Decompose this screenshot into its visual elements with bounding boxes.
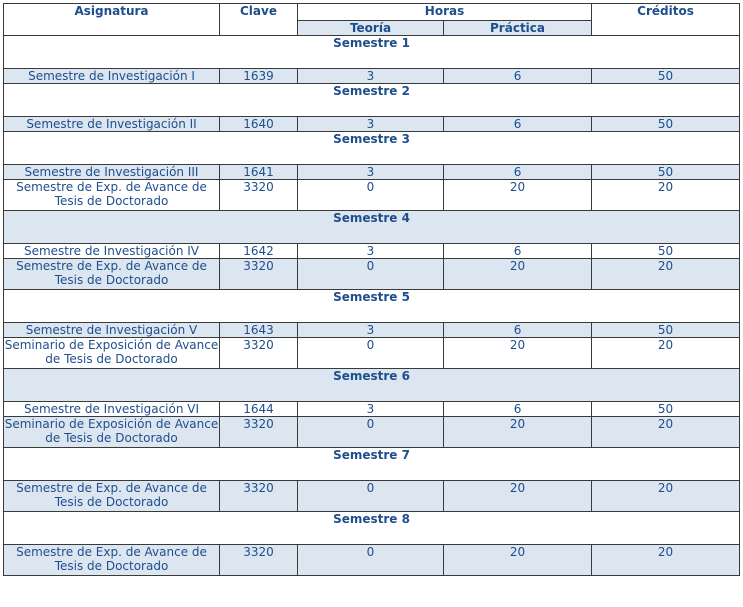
cell-credits: 20: [592, 180, 740, 211]
cell-subject: Semestre de Investigación II: [4, 117, 220, 132]
cell-theory: 0: [298, 259, 444, 290]
cell-key: 3320: [220, 180, 298, 211]
semester-title: Semestre 3: [4, 132, 740, 165]
table-row: [4, 259, 740, 290]
semester-row: [4, 290, 740, 323]
semester-row: [4, 448, 740, 481]
semester-row: [4, 512, 740, 545]
cell-key: 3320: [220, 338, 298, 369]
cell-key: 3320: [220, 417, 298, 448]
cell-practice: 6: [444, 69, 592, 84]
cell-subject: Seminario de Exposición de Avance de Tesis de Doctorado: [4, 338, 220, 369]
cell-practice: 6: [444, 117, 592, 132]
cell-theory: 0: [298, 481, 444, 512]
cell-key: 1639: [220, 69, 298, 84]
semester-title: Semestre 6: [4, 369, 740, 402]
semester-row: [4, 84, 740, 117]
cell-subject: Semestre de Exp. de Avance de Tesis de Doctorado: [4, 180, 220, 211]
cell-credits: 50: [592, 244, 740, 259]
cell-key: 3320: [220, 259, 298, 290]
cell-credits: 50: [592, 323, 740, 338]
cell-practice: 20: [444, 259, 592, 290]
table-row: [4, 417, 740, 448]
table-row: [4, 117, 740, 132]
cell-practice: 6: [444, 323, 592, 338]
cell-practice: 20: [444, 417, 592, 448]
table-row: [4, 323, 740, 338]
header-credits: Créditos: [592, 4, 740, 36]
cell-theory: 3: [298, 402, 444, 417]
cell-credits: 20: [592, 259, 740, 290]
cell-credits: 50: [592, 165, 740, 180]
cell-practice: 6: [444, 165, 592, 180]
semester-title: Semestre 8: [4, 512, 740, 545]
cell-credits: 20: [592, 545, 740, 576]
header-theory: Teoría: [298, 21, 444, 36]
cell-key: 1643: [220, 323, 298, 338]
semester-title: Semestre 1: [4, 36, 740, 69]
semester-row: [4, 369, 740, 402]
cell-practice: 20: [444, 338, 592, 369]
semester-title: Semestre 7: [4, 448, 740, 481]
cell-credits: 20: [592, 417, 740, 448]
cell-theory: 0: [298, 180, 444, 211]
table-row: [4, 69, 740, 84]
cell-theory: 3: [298, 117, 444, 132]
table-row: [4, 545, 740, 576]
cell-subject: Semestre de Exp. de Avance de Tesis de Doctorado: [4, 481, 220, 512]
cell-credits: 50: [592, 117, 740, 132]
cell-subject: Semestre de Investigación IV: [4, 244, 220, 259]
semester-row: [4, 36, 740, 69]
cell-practice: 6: [444, 244, 592, 259]
cell-theory: 3: [298, 165, 444, 180]
curriculum-table: [3, 3, 740, 576]
cell-practice: 20: [444, 180, 592, 211]
cell-key: 1641: [220, 165, 298, 180]
semester-title: Semestre 5: [4, 290, 740, 323]
table-row: [4, 180, 740, 211]
cell-key: 1640: [220, 117, 298, 132]
semester-row: [4, 132, 740, 165]
header-key: Clave: [220, 4, 298, 36]
cell-credits: 50: [592, 69, 740, 84]
header-practice: Práctica: [444, 21, 592, 36]
cell-subject: Semestre de Investigación V: [4, 323, 220, 338]
cell-key: 1644: [220, 402, 298, 417]
table-row: [4, 481, 740, 512]
cell-credits: 20: [592, 338, 740, 369]
table-row: [4, 402, 740, 417]
cell-key: 3320: [220, 481, 298, 512]
cell-credits: 50: [592, 402, 740, 417]
cell-key: 3320: [220, 545, 298, 576]
cell-key: 1642: [220, 244, 298, 259]
cell-practice: 6: [444, 402, 592, 417]
cell-subject: Seminario de Exposición de Avance de Tesis de Doctorado: [4, 417, 220, 448]
cell-subject: Semestre de Investigación III: [4, 165, 220, 180]
cell-theory: 0: [298, 417, 444, 448]
table-row: [4, 244, 740, 259]
table-row: [4, 338, 740, 369]
cell-theory: 0: [298, 338, 444, 369]
cell-theory: 3: [298, 69, 444, 84]
semester-title: Semestre 4: [4, 211, 740, 244]
cell-subject: Semestre de Exp. de Avance de Tesis de Doctorado: [4, 259, 220, 290]
cell-theory: 3: [298, 244, 444, 259]
cell-practice: 20: [444, 481, 592, 512]
header-subject: Asignatura: [4, 4, 220, 36]
cell-theory: 3: [298, 323, 444, 338]
semester-row: [4, 211, 740, 244]
cell-theory: 0: [298, 545, 444, 576]
cell-subject: Semestre de Investigación VI: [4, 402, 220, 417]
table-row: [4, 165, 740, 180]
semester-title: Semestre 2: [4, 84, 740, 117]
cell-practice: 20: [444, 545, 592, 576]
table-body: [4, 36, 740, 576]
cell-subject: Semestre de Exp. de Avance de Tesis de Doctorado: [4, 545, 220, 576]
cell-credits: 20: [592, 481, 740, 512]
cell-subject: Semestre de Investigación I: [4, 69, 220, 84]
header-hours: Horas: [298, 4, 592, 21]
